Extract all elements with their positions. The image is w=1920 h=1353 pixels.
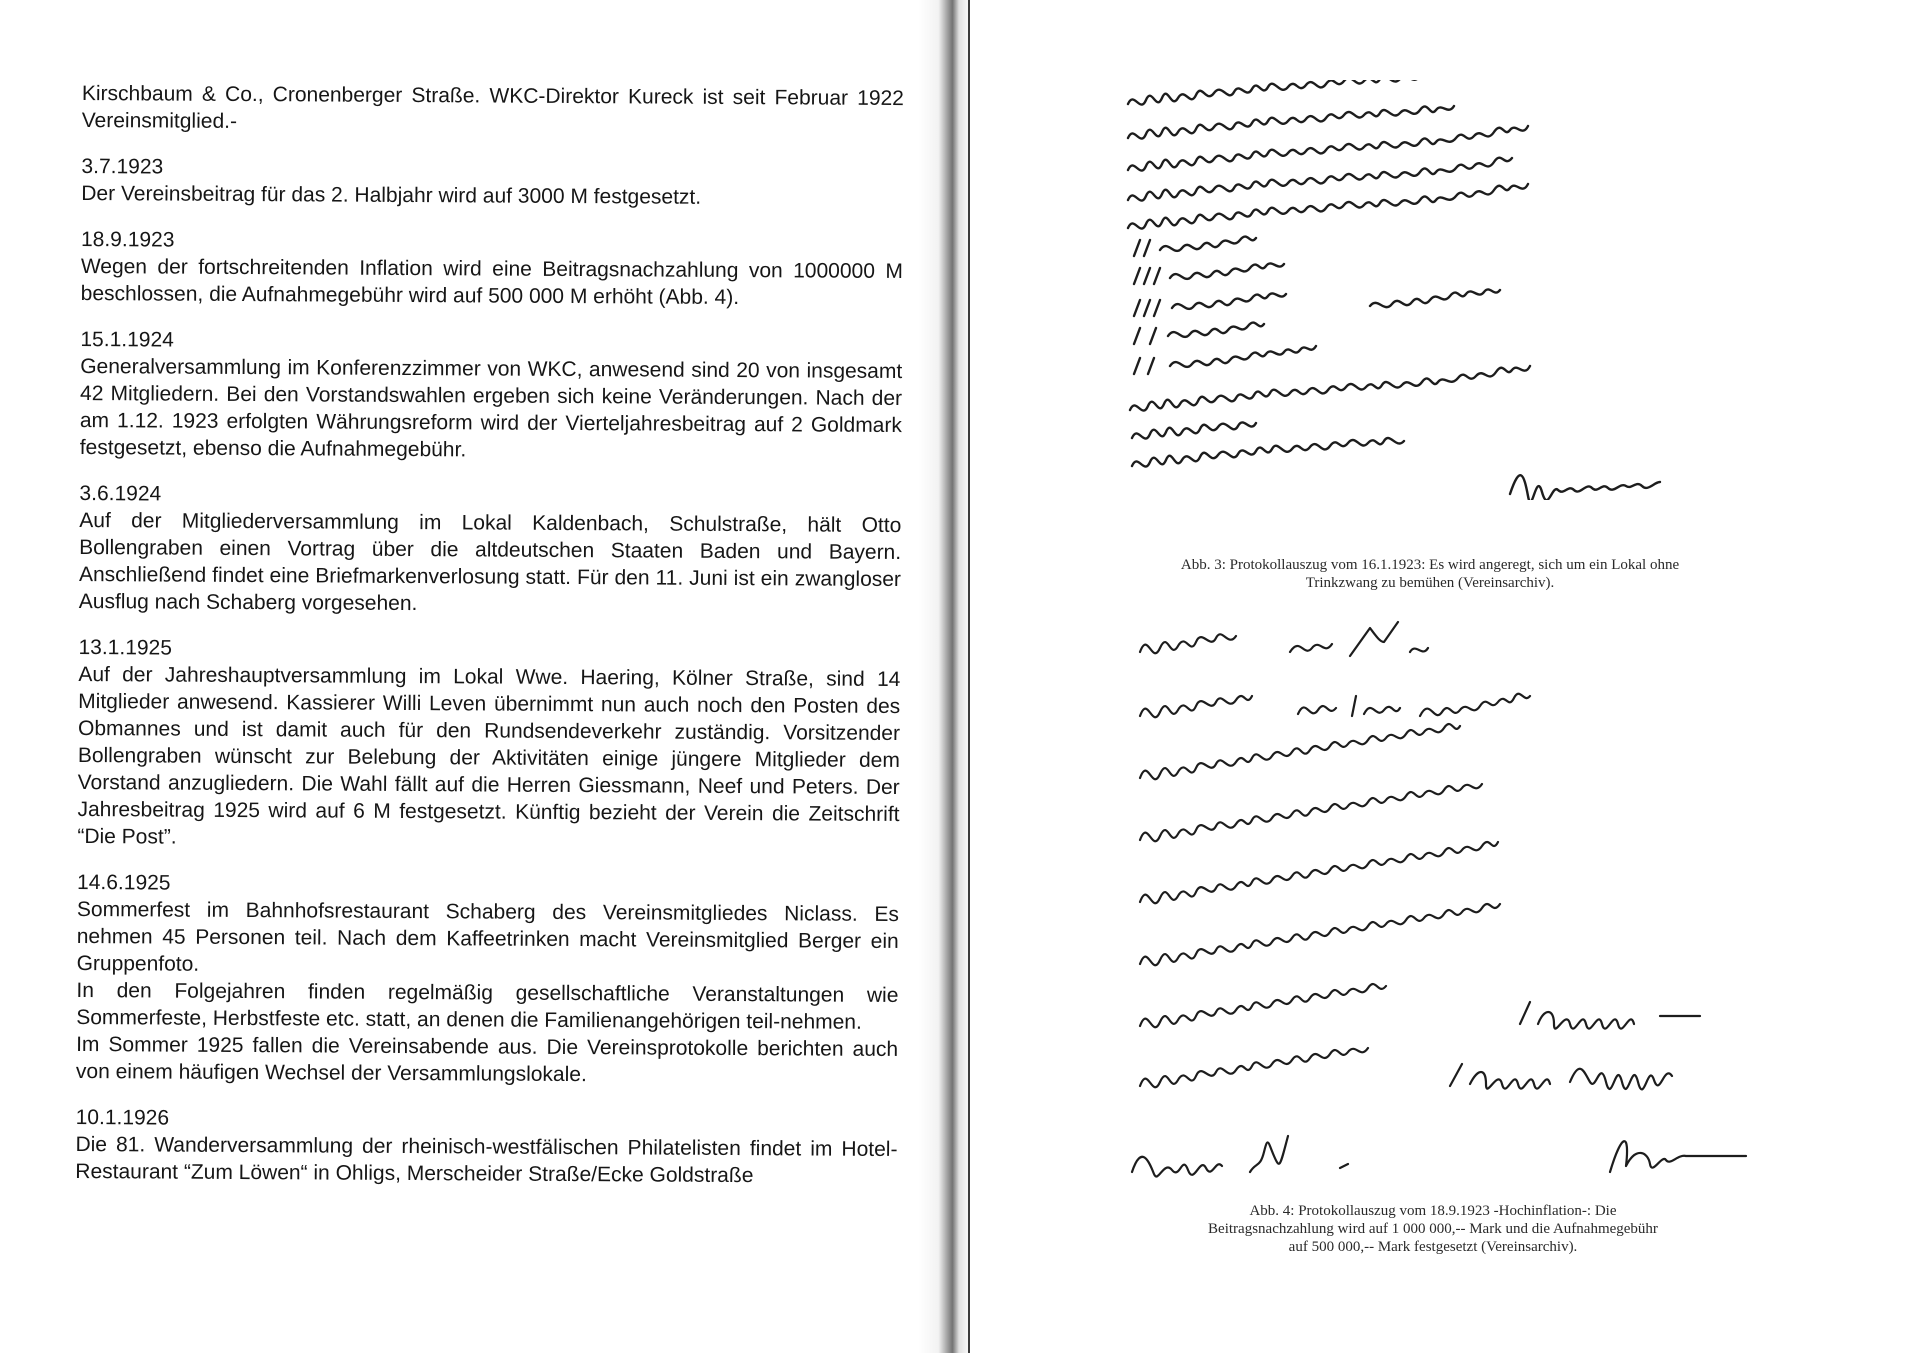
entry-1924-01-15 [80,326,903,466]
handwritten-protocol-1923-01-16-icon [1120,80,1760,500]
entry-text: Die 81. Wanderversammlung der rheinisch-westfälischen Philatelisten findet im Hotel-Restaurant “Zum Löwen“ in Ohligs, Merscheider Straße/Ecke Goldstraße [75,1132,898,1188]
entry-date: 14.6.1925 [77,870,171,895]
entry-text: Wegen der fortschreitenden Inflation wird eine Beitragsnachzahlung von 1000000 M beschlossen, die Aufnahmegebühr wird auf 500 000 M erhöht (Abb. 4). [80,254,903,310]
intro-paragraph: Kirschbaum & Co., Cronenberger Straße. WKC-Direktor Kureck ist seit Februar 1922 Vereinsmitglied.- [81,81,904,133]
entry-text: Der Vereinsbeitrag für das 2. Halbjahr wird auf 3000 M festgesetzt. [81,181,702,209]
entry-1925-01-13 [77,634,900,855]
entry-text: Generalversammlung im Konferenzzimmer von WKC, anwesend sind 20 von insgesamt 42 Mitgliedern. Bei den Vorstandswahlen ergeben sich keine Veränderungen. Nach der am 1.12. 1923 erfolgten Währungsreform wird der Vierteljahresbeitrag auf 2 Goldmark festgesetzt, ebenso die Aufnahmegebühr. [79,354,903,462]
entry-text-continued: In den Folgejahren finden regelmäßig gesellschaftliche Veranstaltungen wie Sommerfeste, Herbstfeste etc. statt, an denen die Familienangehörigen teil-nehmen. [76,978,899,1034]
entry-date: 15.1.1924 [80,327,174,352]
entry-date: 18.9.1923 [80,227,175,252]
figure-3-caption: Abb. 3: Protokollauszug vom 16.1.1923: Es wird angeregt, sich um ein Lokal ohne Trinkzwang zu bemühen (Vereinsarchiv). [1180,557,1680,591]
entry-text: Sommerfest im Bahnhofsrestaurant Schaberg des Vereinsmitgliedes Niclass. Es nehmen 45 Personen teil. Nach dem Kaffeetrinken macht Vereinsmitglied Berger ein Gruppenfoto. [76,897,899,976]
entry-date: 10.1.1926 [75,1105,170,1130]
handwritten-protocol-1923-09-18-icon [1120,612,1760,1192]
entry-1923-07-03 [81,153,903,212]
entry-1925-06-14 [76,869,899,1090]
entry-date: 3.6.1924 [79,481,162,506]
entry-date: 13.1.1925 [78,635,173,660]
entry-1924-06-03 [79,480,902,620]
chronicle-text [75,80,904,1209]
figure-4-caption: Abb. 4: Protokollauszug vom 18.9.1923 -Hochinflation-: Die Beitragsnachzahlung wird auf 1 000 000,-- Mark und die Aufnahmegebühr auf 500 000,-- Mark festgesetzt (Vereinsarchiv). [1208,1203,1658,1255]
entry-text: Auf der Jahreshauptversammlung im Lokal Wwe. Haering, Kölner Straße, sind 14 Mitglieder anwesend. Kassierer Willi Leven übernimmt nun auch noch den Posten des Obmannes und ist damit auch für den Rundsendeverkehr zuständig. Vorsitzender Bollengraben wünscht zur Belebung der Aktivitäten einige jüngere Mitglieder dem Vorstand anzugliedern. Die Wahl fällt auf die Herren Giessmann, Neef und Peters. Der Jahresbeitrag 1925 wird auf 6 M festgesetzt. Künftig bezieht der Verein die Zeitschrift “Die Post”. [77,662,901,849]
entry-text: Auf der Mitgliederversammlung im Lokal Kaldenbach, Schulstraße, hält Otto Bollengraben einen Vortrag über die altdeutschen Staaten Baden und Bayern. Anschließend findet eine Briefmarkenverlosung statt. Für den 11. Juni ist ein zwangloser Ausflug nach Schaberg vorgesehen. [78,508,902,616]
handwriting-image [1120,80,1760,500]
entry-text-continued: Im Sommer 1925 fallen die Vereinsabende aus. Die Vereinsprotokolle berichten auch von einem häufigen Wechsel der Versammlungslokale. [75,1032,899,1087]
entry-1923-09-18 [81,226,903,312]
right-page [970,0,1920,1353]
entry-date: 3.7.1923 [81,154,164,179]
handwriting-image [1120,612,1760,1192]
entry-1926-01-10 [75,1104,897,1190]
